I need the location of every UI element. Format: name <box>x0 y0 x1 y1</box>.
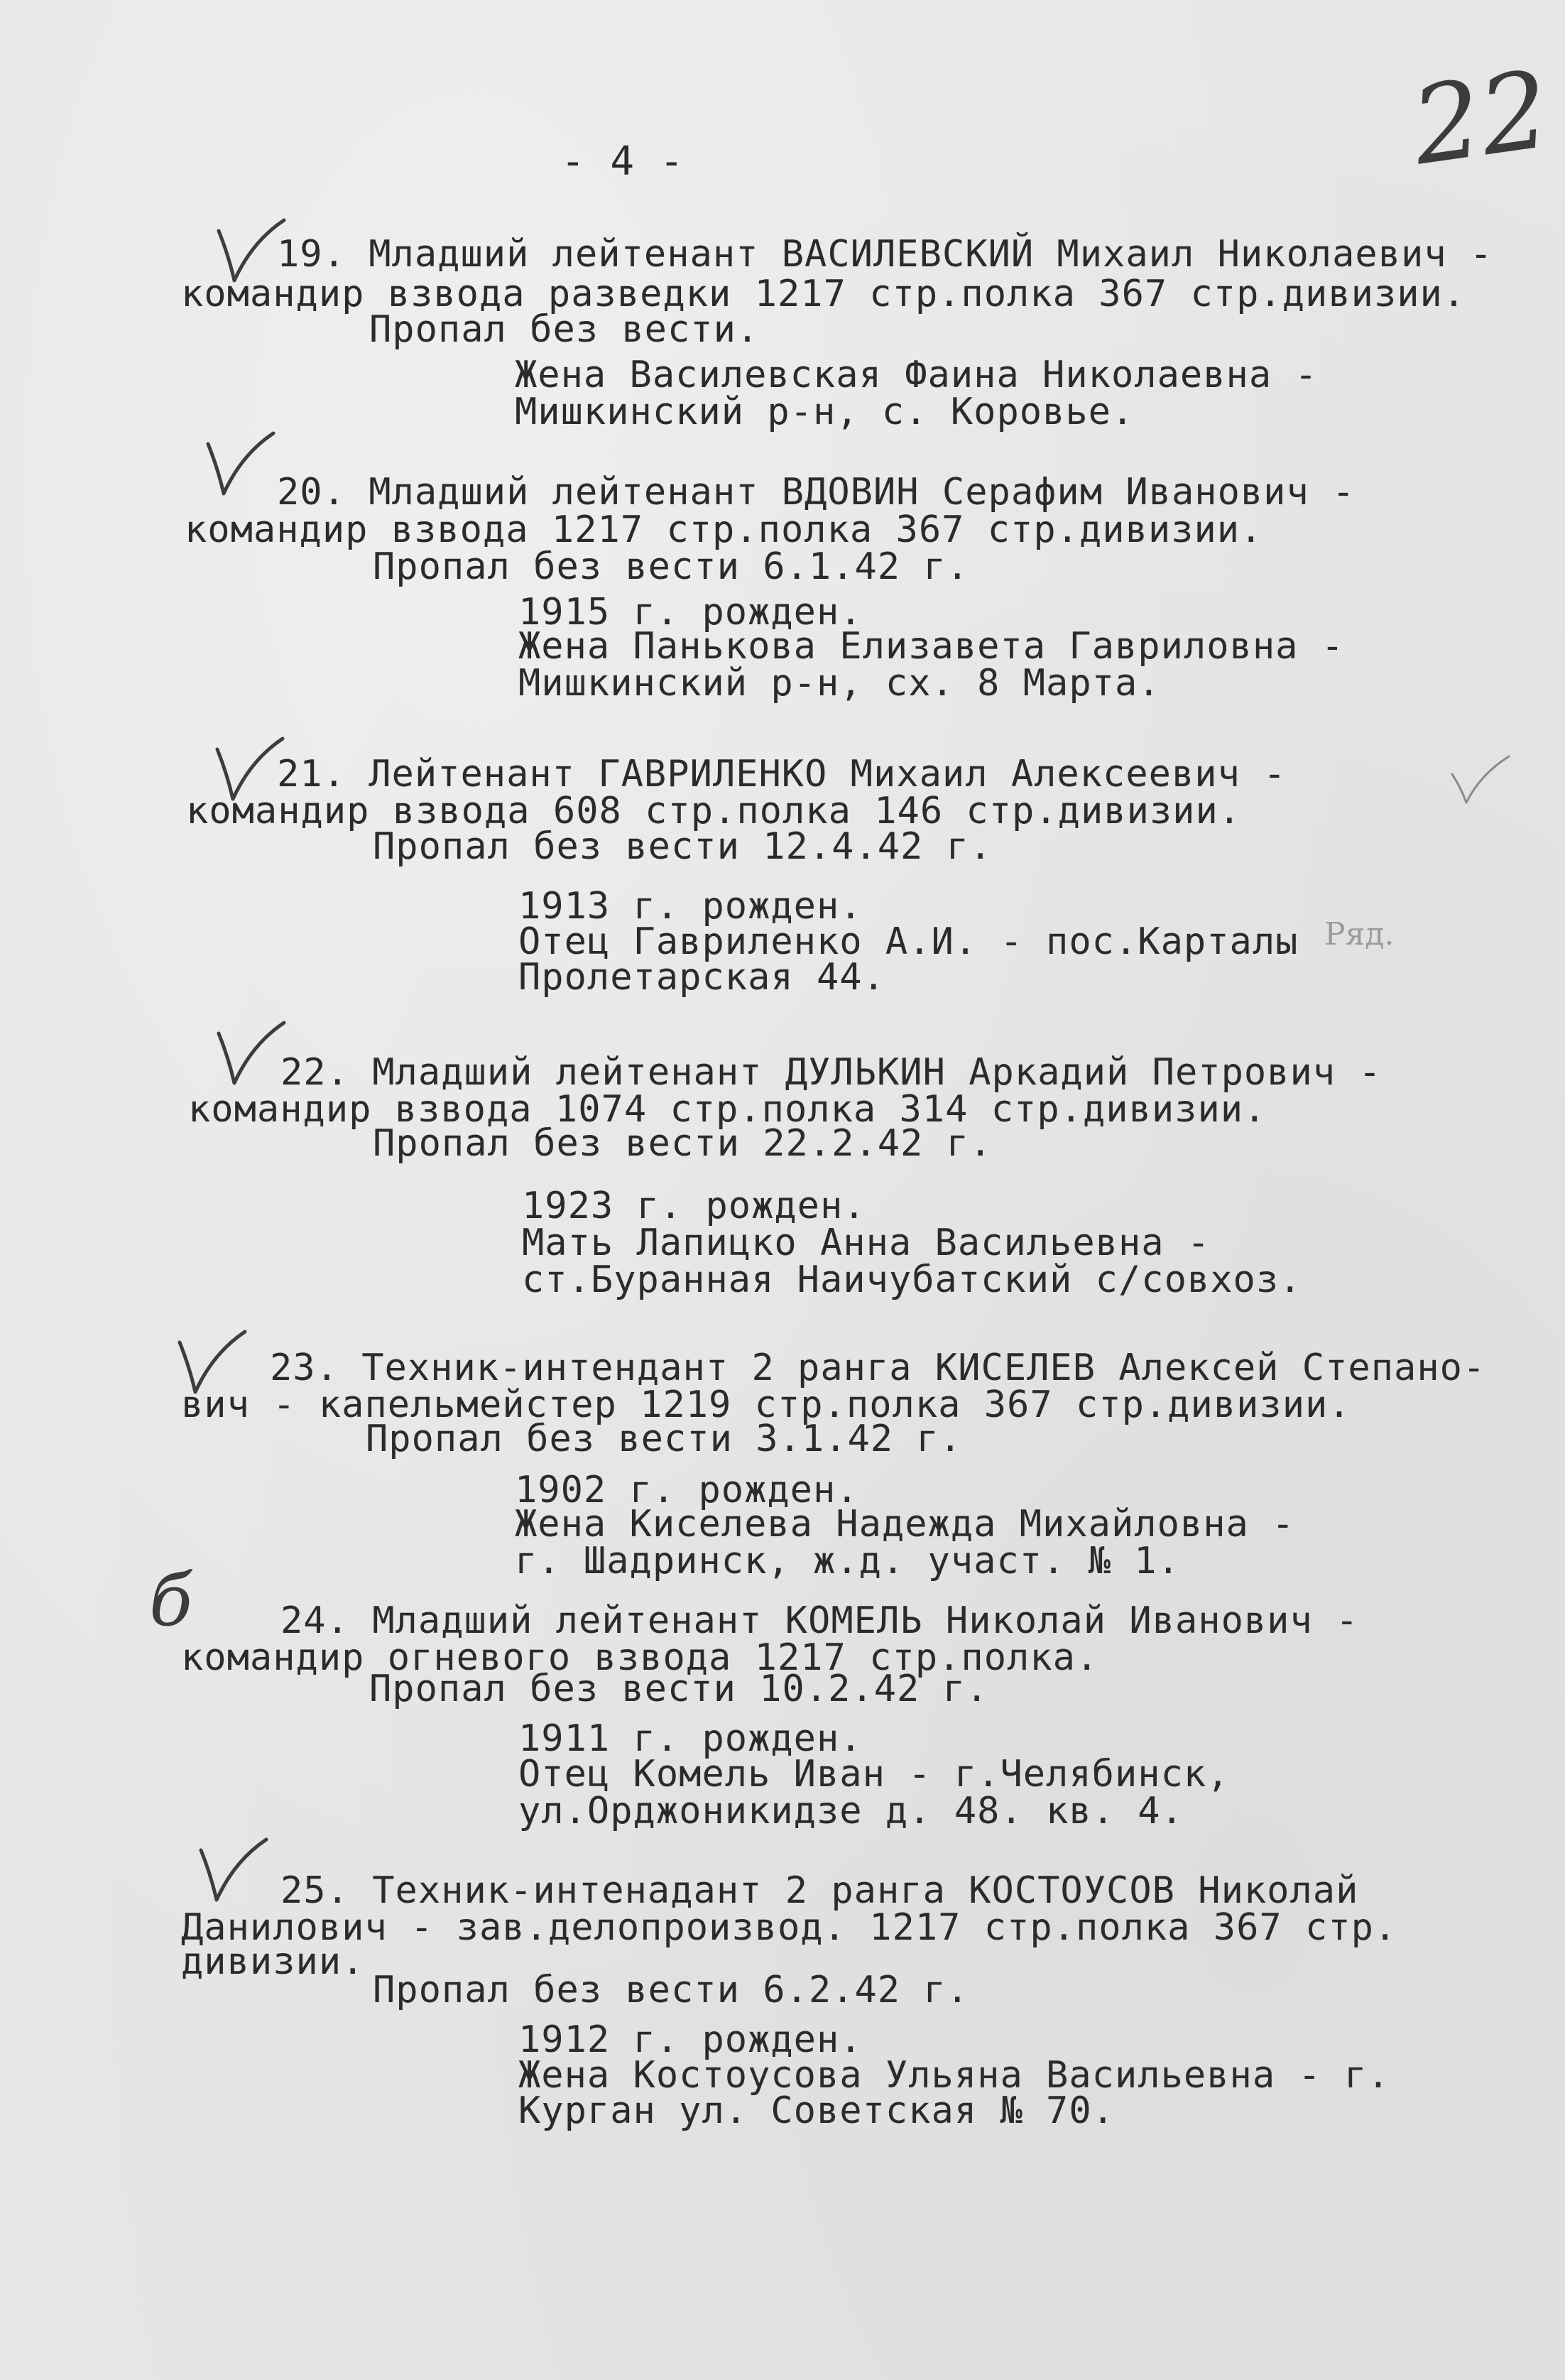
entry-24-detail-2: Отец Комель Иван - г.Челябинск, <box>518 1753 1230 1795</box>
entry-21-status: Пропал без вести 12.4.42 г. <box>373 825 993 868</box>
entry-24-line2: командир огневого взвода 1217 стр.полка. <box>181 1636 1099 1679</box>
entry-22-line1: 22. Младший лейтенант ДУЛЬКИН Аркадий Петрович - <box>280 1051 1382 1094</box>
entry-20-status: Пропал без вести 6.1.42 г. <box>373 545 969 588</box>
check-mark-icon <box>213 1016 291 1094</box>
entry-23-detail-2: Жена Киселева Надежда Михайловна - <box>515 1503 1295 1545</box>
entry-21-line1: 21. Лейтенант ГАВРИЛЕНКО Михаил Алексеевич - <box>277 753 1287 795</box>
entry-23-line1: 23. Техник-интендант 2 ранга КИСЕЛЕВ Алексей Степано- <box>270 1347 1486 1389</box>
entry-25-detail-2: Жена Костоусова Ульяна Васильевна - г. <box>518 2054 1390 2097</box>
handwritten-b-mark: б <box>149 1559 193 1642</box>
entry-25-line2: Данилович - зав.делопроизвод. 1217 стр.полка 367 стр. <box>181 1906 1397 1949</box>
entry-24-line1: 24. Младший лейтенант КОМЕЛЬ Николай Иванович - <box>280 1599 1359 1642</box>
entry-25-detail-1: 1912 г. рожден. <box>518 2018 863 2061</box>
entry-22-detail-2: Мать Лапицко Анна Васильевна - <box>522 1222 1211 1264</box>
entry-20-detail-2: Жена Панькова Елизавета Гавриловна - <box>518 625 1345 668</box>
pencil-check-mark-icon <box>1449 753 1512 810</box>
entry-22-detail-3: ст.Буранная Наичубатский с/совхоз. <box>522 1259 1302 1301</box>
entry-19-line2: командир взвода разведки 1217 стр.полка 367 стр.дивизии. <box>181 273 1466 315</box>
page-number: - 4 - <box>561 138 685 185</box>
check-mark-icon <box>202 426 280 504</box>
entry-21-detail-1: 1913 г. рожден. <box>518 885 863 928</box>
entry-21-line2: командир взвода 608 стр.полка 146 стр.дивизии. <box>186 790 1242 832</box>
entry-20-detail-1: 1915 г. рожден. <box>518 591 863 634</box>
entry-24-detail-1: 1911 г. рожден. <box>518 1717 863 1760</box>
entry-21-detail-2: Отец Гавриленко А.И. - пос.Карталы <box>518 920 1299 963</box>
entry-22-line2: командир взвода 1074 стр.полка 314 стр.дивизии. <box>188 1088 1267 1131</box>
entry-19-line1: 19. Младший лейтенант ВАСИЛЕВСКИЙ Михаил Николаевич - <box>277 233 1493 276</box>
entry-20-line1: 20. Младший лейтенант ВДОВИН Серафим Иванович - <box>277 471 1356 514</box>
check-mark-icon <box>195 1832 273 1911</box>
entry-20-line2: командир взвода 1217 стр.полка 367 стр.дивизии. <box>185 509 1263 551</box>
entry-23-line2: вич - капельмейстер 1219 стр.полка 367 стр.дивизии. <box>181 1384 1351 1426</box>
entry-22-detail-1: 1923 г. рожден. <box>522 1185 866 1227</box>
entry-21-detail-3: Пролетарская 44. <box>518 956 885 999</box>
entry-19-detail-1: Жена Василевская Фаина Николаевна - <box>515 354 1318 396</box>
entry-24-status: Пропал без вести 10.2.42 г. <box>369 1668 989 1710</box>
entry-23-detail-1: 1902 г. рожден. <box>515 1469 859 1511</box>
entry-24-detail-3: ул.Орджоникидзе д. 48. кв. 4. <box>518 1790 1184 1832</box>
entry-19-status: Пропал без вести. <box>369 308 760 351</box>
entry-23-status: Пропал без вести 3.1.42 г. <box>366 1418 962 1460</box>
entry-22-status: Пропал без вести 22.2.42 г. <box>373 1122 993 1165</box>
entry-25-status: Пропал без вести 6.2.42 г. <box>373 1969 969 2011</box>
entry-25-line1: 25. Техник-интенадант 2 ранга КОСТОУСОВ Николай <box>280 1869 1359 1912</box>
entry-25-line3: дивизии. <box>181 1940 365 1983</box>
entry-25-detail-3: Курган ул. Советская № 70. <box>518 2090 1115 2132</box>
entry-23-detail-3: г. Шадринск, ж.д. участ. № 1. <box>515 1540 1180 1582</box>
entry-19-detail-2: Мишкинский р-н, с. Коровье. <box>515 391 1135 433</box>
folio-number: 22 <box>1405 48 1557 190</box>
entry-21-pencil-note: Ряд. <box>1324 916 1395 952</box>
entry-20-detail-3: Мишкинский р-н, сх. 8 Марта. <box>518 662 1161 705</box>
